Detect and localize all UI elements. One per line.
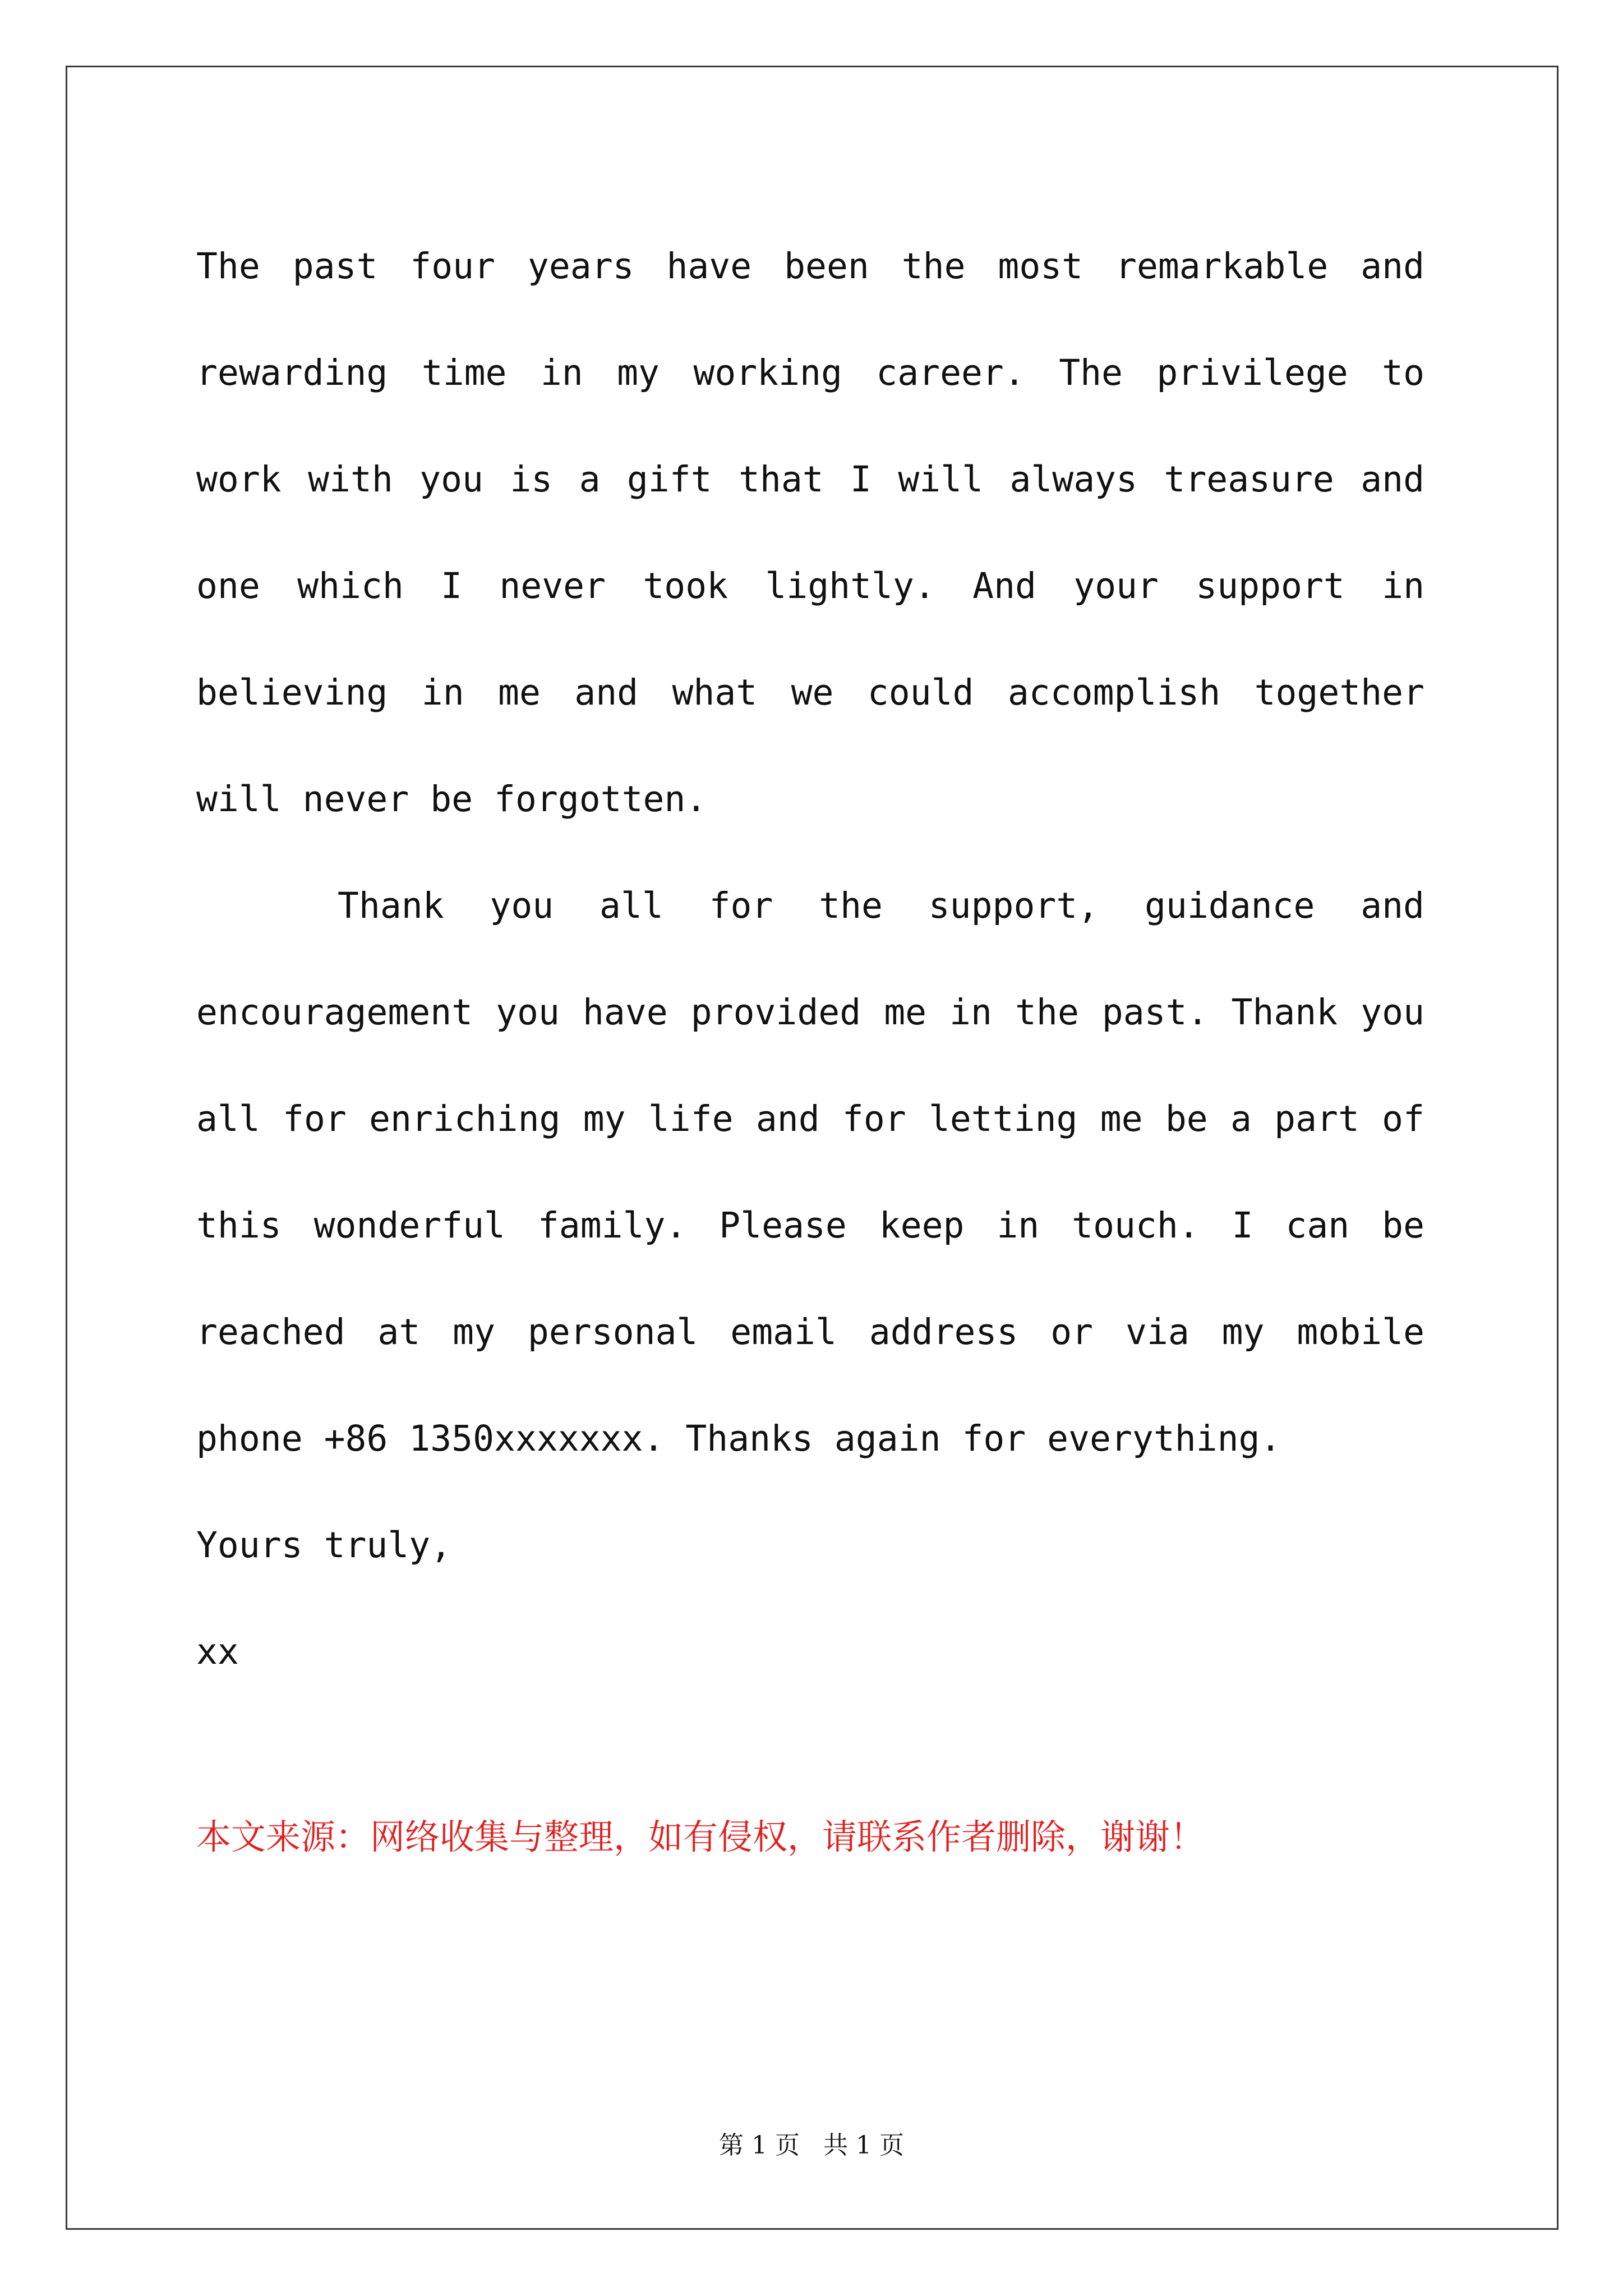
letter-paragraph-1: The past four years have been the most remarkable and rewarding time in my working career. The privilege to work with you is a gift that I will always treasure and one which I never took lightly. And your support in believing in me and what we could accomplish together will never be forgotten.	[196, 246, 1424, 820]
letter-closing: Yours truly,	[196, 1525, 452, 1566]
letter-body	[196, 213, 1424, 1705]
letter-signature: xx	[196, 1631, 239, 1672]
source-disclaimer: 本文来源：网络收集与整理，如有侵权，请联系作者删除，谢谢！	[196, 1816, 1205, 1857]
letter-paragraph-2: Thank you all for the support, guidance and encouragement you have provided me in the past. Thank you all for enriching my life and for letting me be a part of this wonderful family. Please keep in touch. I can be reached at my personal email address or via my mobile phone +86 1350xxxxxxx. Thanks again for everything.	[196, 885, 1424, 1459]
page-number: 第 1 页 共 1 页	[719, 2131, 904, 2160]
